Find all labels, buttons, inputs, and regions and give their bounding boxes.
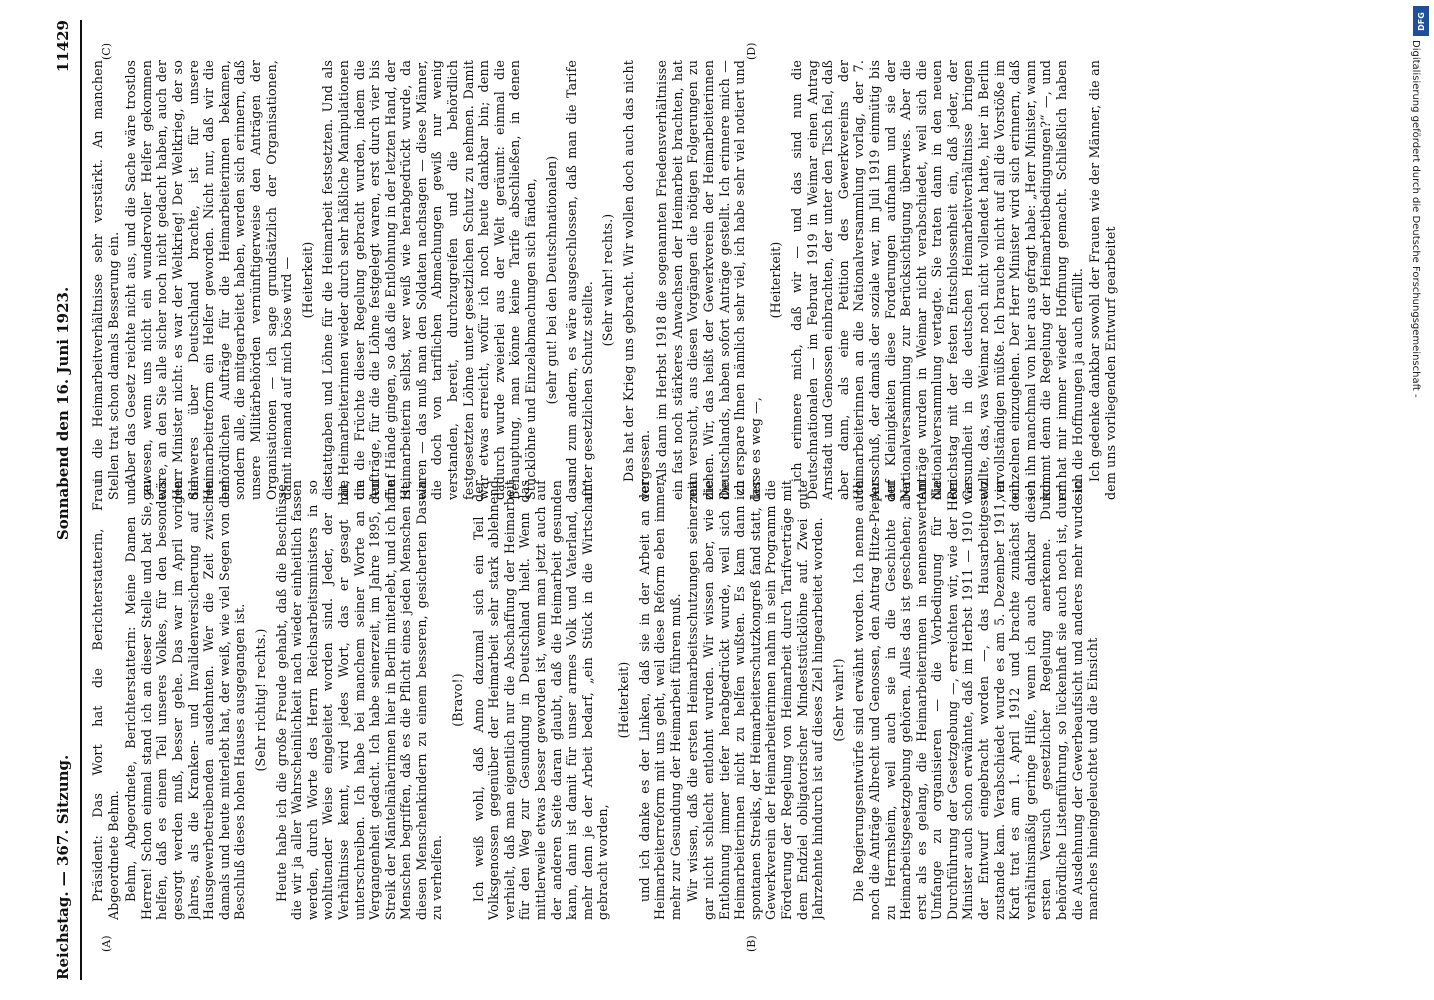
interjection: (sehr gut! bei den Deutschnationalen) bbox=[543, 155, 559, 405]
interjection: (Sehr wahr!) bbox=[830, 658, 846, 742]
interjection: (Sehr richtig! rechts.) bbox=[252, 628, 268, 772]
running-head bbox=[48, 20, 78, 980]
paragraph: Behm, Abgeordnete, Berichterstatterin: Meine Damen und Herren! Schon einmal stand ich an dieser Stelle und bat Sie, zu helfen, daß es einem Teil unseres Volkes, für den besonders gesorgt werden muß, besser gehe. Das war im April vorigen Jahres, als die Kranken- und Invalidenversicherung auf die Hausgewerbetreibenden ausdehnten. Wer die Zeit zwischen damals und heute miterlebt hat, der weiß, wie viel Segen von dem Beschluß dieses hohen Hauses ausgegangen ist. bbox=[123, 480, 248, 920]
interjection: (Heiterkeit) bbox=[299, 241, 315, 319]
paragraph: ich erinnere mich, daß wir — und das sind nun die Deutschnationalen — im Februar 1919 in Weimar einen Antrag Arnstadt und Genossen einbrachten, der unter den Tisch fiel, daß aber dann, als eine Petition des Gewerkvereins der Heimarbeiterinnen an die Nationalversammlung vorlag, der 7. Ausschuß, der damals der soziale war, im Juli 1919 einmütig bis auf Kleinigkeiten diese Forderungen aufnahm und sie der Nationalversammlung zur Berücksichtigung überwies. Aber die Anträge wurden in Weimar nicht verabschiedet, weil sich die Nationalversammlung vertagte. Sie traten dann in den neuen Reichstag mit der festen Entschlossenheit ein, daß jeder, der Gesundheit in die deutschen Heimarbeitverhältnisse bringen wollte, das, was Weimar noch nicht vollendet hatte, hier in Berlin vervollständigen müßte. Ich brauche nicht auf all die Vorstöße im einzelnen einzugehen. Der Herr Minister wird sich erinnern, daß ich ihn manchmal von hier aus gefragt habe: „Herr Minister, wann kommt denn die Regelung der Heimarbeitbedingungen?“ —, und er hat mir immer wieder Hoffnung gemacht. Schließlich haben sich die Hoffnungen ja auch erfüllt. bbox=[788, 60, 1085, 500]
paragraph: Wir wissen, daß die ersten Heimarbeitsschutzungen seinerzeit gar nicht schlecht entlohnt wurden. Wir wissen aber, wie die Entlohnung immer tiefer herabgedrückt wurde, weil sich die Heimarbeiterinnen nicht zu helfen wußten. Es kam dann zu spontanen Streiks, der Heimarbeiterschutzkongreß fand statt, der Gewerkverein der Heimarbeiterinnen nahm in sein Programm die Förderung der Regelung von Heimarbeit durch Tarifverträge mit dem Endziel obligatorischer Mindeststücklöhne auf. Zwei gute Jahrzehnte hindurch ist auf dieses Ziel hingearbeitet worden. bbox=[685, 480, 826, 920]
paragraph: Die Regierungsentwürfe sind erwähnt worden. Ich nenne auch noch die Anträge Albrecht und Genossen, den Antrag Hitze-Pieper zu Herrnsheim, weil auch sie in die Geschichte der Heimarbeitsgesetzgebung gehören. Alles das ist geschehen; aber erst als es gelang, die Heimarbeiterinnen in nennenswertem Umfange zu organisieren — die Vorbedingung für die Durchführung der Gesetzgebung —, erreichten wir, wie der Herr Minister auch schon erwähnte, daß im Herbst 1911 — 1910 war der Entwurf eingebracht worden —, das Hausarbeitgesetz zustande kam. Verabschiedet wurde es am 5. Dezember 1911, in Kraft trat es am 1. April 1912 und brachte zunächst doch verhältnismäßig geringe Hilfe, wenn ich auch dankbar diesen ersten Versuch gesetzlicher Regelung anerkenne. Durch behördliche Listenführung, so lückenhaft sie auch noch ist, durch die Ausdehnung der Gewerbeaufsicht und anderes mehr wurde in manches hineingeleuchtet und die Einsicht bbox=[851, 480, 1101, 920]
page-number: 11429 bbox=[54, 20, 72, 73]
paragraph: Ich weiß wohl, daß Anno dazumal sich ein Teil der Volksgenossen gegenüber der Heimarbeit sehr stark ablehnend verhielt, daß man eigentlich nur die Abschaffung der Heimarbeit für den Weg zur Gesundung in Deutschland hielt. Wenn das mittlerweile etwas besser geworden ist, wenn man jetzt auch auf der anderen Seite daran glaubt, daß die Heimarbeit gesunden kann, dann ist damit für unser armes Volk und Vaterland, das mehr denn je der Arbeit bedarf, „ein Stück in die Wirtschaft“ gebracht worden, bbox=[470, 480, 611, 920]
paragraph: Als dann im Herbst 1918 die sogenannten Friedensverhältnisse ein fast noch stärkeres Anwachsen der Heimarbeit brachten, hat man versucht, aus diesen Vorgängen die nötigen Folgerungen zu ziehen. Wir, das heißt der Gewerkverein der Heimarbeiterinnen Deutschlands, haben sofort Anträge gestellt. Ich erinnere mich — ich erspare Ihnen nämlich sehr viel, ich habe sehr viel notiert und lasse es weg —, bbox=[654, 60, 763, 500]
interjection: (Heiterkeit) bbox=[768, 241, 784, 319]
paragraph: stattgaben und Löhne für die Heimarbeit festsetzten. Und als die Heimarbeiterinnen wieder durch sehr häßliche Manipulationen um die Früchte dieser Regelung gebracht wurden, indem die Aufträge, für die die Löhne festgelegt waren, erst durch vier bis fünf Hände gingen, so daß die Entlohnung in der letzten Hand, der Heimarbeiterin selbst, wer weiß wie herabgedrückt wurde, da waren — das muß man den Soldaten nachsagen — diese Männer, die doch von tariflichen Abmachungen gewiß nur wenig verstanden, bereit, durchzugreifen und die behördlich festgesetzten Löhne unter gesetzlichen Schutz zu nehmen. Damit war etwas erreicht, wofür ich noch heute dankbar bin; denn dadurch wurde zweierlei aus der Welt geräumt: einmal die Behauptung, man könne keine Tarife abschließen, in denen Stücklöhne und Einzelabmachungen sich fänden, bbox=[320, 60, 539, 500]
interjection: (Heiterkeit) bbox=[616, 661, 631, 739]
paragraph: Heute habe ich die große Freude gehabt, daß die Beschlüsse, die wir ja aller Wahrscheinlichkeit nach wieder einheitlich fassen werden, durch Worte des Herrn Reichsarbeitsministers in so wohltuender Weise eingeleitet worden sind. Jeder, der die Verhältnisse kennt, wird jedes Wort, das er gesagt hat, unterschreiben. Ich habe bei manchem seiner Worte an die Vergangenheit gedacht. Ich habe seinerzeit, im Jahre 1895, den Streik der Mäntelnäherinnen hier in Berlin miterlebt, und ich habe Menschen begriffen, daß es die Pflicht eines jeden Menschen ist, diesen Menschenkindern zu einem besseren, gesicherten Dasein zu verhelfen. bbox=[273, 480, 445, 920]
running-head-left: Reichstag. — 367. Sitzung. bbox=[54, 754, 72, 980]
dfg-logo-text: DFG bbox=[1416, 11, 1426, 31]
paragraph: Ich gedenke dankbar sowohl der Frauen wie der Männer, die an dem uns vorliegenden Entwurf gearbeitet bbox=[1087, 60, 1118, 500]
header-rule bbox=[80, 20, 82, 980]
text-column-right bbox=[90, 60, 1370, 500]
margin-marker-d: (D) bbox=[745, 42, 758, 60]
margin-marker-b: (B) bbox=[745, 935, 758, 952]
paragraph: Das hat der Krieg uns gebracht. Wir wollen doch auch das nicht vergessen. bbox=[621, 60, 652, 500]
digitization-note: Digitalisierung gefördert durch die Deutsche Forschungsgemeinschaft - bbox=[1410, 40, 1421, 398]
paragraph: Aber das Gesetz reichte nicht aus, und die Sache wäre trostlos gewesen, wenn uns nicht ein wundervoller Helfer gekommen wäre, an den Sie alle sicher noch nicht gedacht haben, auch der Herr Minister nicht: es war der Weltkrieg! Der Weltkrieg, der so Schweres über Deutschland brachte, ist für unsere Heimarbeitreform ein Helfer geworden. Nicht nur, daß wir die behördlichen Aufträge für die Heimarbeiterinnen bekamen, sondern alle, die mitgearbeitet haben, werden sich erinnern, daß unsere Militärbehörden vernünftigerweise den Anträgen der Organisationen — ich sage grundsätzlich der Organisationen, damit niemand auf mich böse wird — bbox=[123, 60, 295, 500]
dfg-logo bbox=[1413, 6, 1429, 36]
margin-marker-c: (C) bbox=[100, 43, 113, 60]
paragraph: und ich danke es der Linken, daß sie in der Arbeit an der Heimarbeiterreform mit uns geht, weil diese Reform eben immer mehr zur Gesundung der Heimarbeit führen muß. bbox=[636, 480, 683, 920]
paragraph: in die Heimarbeitverhältnisse sehr verstärkt. An manchen Stellen trat schon damals Besserung ein. bbox=[90, 60, 121, 500]
interjection: (Bravo!) bbox=[450, 673, 466, 727]
paragraph: und zum andern, es wäre ausgeschlossen, daß man die Tarife unter gesetzlichen Schutz stellte. bbox=[564, 60, 595, 500]
running-head-date: Sonnabend den 16. Juni 1923. bbox=[54, 286, 72, 541]
text-column-left bbox=[90, 480, 1370, 920]
interjection: (Sehr wahr! rechts.) bbox=[600, 213, 616, 347]
paragraph: Präsident: Das Wort hat die Berichterstatterin, Frau Abgeordnete Behm. bbox=[90, 480, 121, 920]
margin-marker-a: (A) bbox=[100, 935, 113, 952]
